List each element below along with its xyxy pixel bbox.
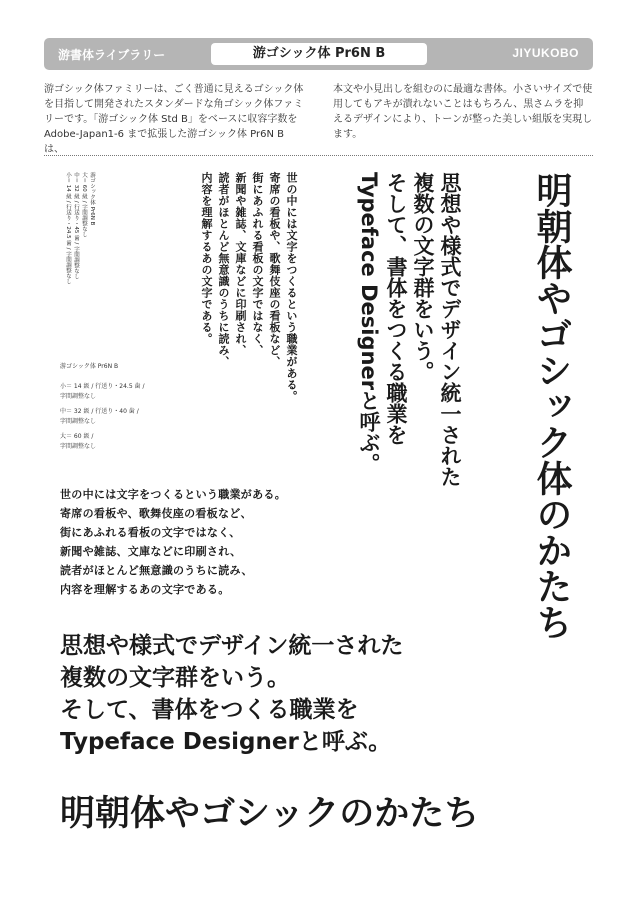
vertical-small-line: 寄席の看板や、歌舞伎座の看板など、 [268,172,281,368]
horizontal-medium-line: 思想や様式でデザイン統一された [60,633,404,659]
horizontal-small-line: 読者がほとんど無意識のうちに読み、 [60,564,253,577]
vertical-large-text: 明朝体やゴシック体のかたち [531,172,572,640]
horizontal-small-line: 寄席の看板や、歌舞伎座の看板など、 [60,507,252,520]
intro-left: 游ゴシック体ファミリーは、ごく普通に見えるゴシック体を目指して開発されたスタンダードな角ゴシック体ファミリーです。「游ゴシック体 Std B」をベースに収容字数を Adobe-Japan1-6 まで拡張した游ゴシック体 Pr6N B は、 [44,84,304,155]
vertical-small-line: 新聞や雑誌、文庫などに印刷され、 [234,172,247,356]
vertical-small-line: 街にあふれる看板の文字ではなく、 [251,172,264,356]
vertical-medium-text [355,172,463,502]
horizontal-spec [60,362,144,452]
vertical-spec [64,172,96,292]
vertical-small-line: 内容を理解するあの文字である。 [200,172,213,345]
font-title: 游ゴシック体 Pr6N B [211,43,427,65]
horizontal-medium-line: そして、書体をつくる職業を [60,697,359,723]
dotted-divider [44,155,593,156]
horizontal-small-text [60,485,360,599]
vertical-spec-line: 游ゴシック体 Pr6N B [89,172,95,226]
horizontal-medium-line: 複数の文字群をいう。 [60,665,290,691]
horizontal-spec-line: 大＝ 60 級 / [60,433,94,440]
vertical-small-text [198,172,300,402]
vertical-small-line: 読者がほとんど無意識のうちに読み、 [217,172,230,368]
vertical-spec-line: 中＝ 32 級 / 行送り・45 歯 / 字間調整なし [73,172,79,279]
horizontal-small-line: 内容を理解するあの文字である。 [60,583,230,596]
horizontal-medium-text [60,630,540,758]
horizontal-spec-line: 中＝ 32 級 / 行送り・40 歯 / [60,408,139,415]
vertical-small-line: 世の中には文字をつくるという職業がある。 [285,172,298,402]
vertical-medium-line: 思想や様式でデザイン統一された [438,172,462,487]
vertical-spec-line: 小＝ 14 級 / 行送り・24.5 歯 / 字間調整なし [65,172,71,285]
brand-label: JIYUKOBO [512,46,579,60]
horizontal-small-line: 世の中には文字をつくるという職業がある。 [60,488,286,501]
horizontal-large-text: 明朝体やゴシックのかたち [60,794,480,834]
vertical-spec-line: 大＝ 60 級 / 字間調整なし [81,172,87,238]
vertical-medium-line: そして、書体をつくる職業を [384,172,408,445]
horizontal-spec-line: 字間調整なし [60,443,97,450]
vertical-medium-line: 複数の文字群をいう。 [411,172,435,382]
header-bar [44,38,593,70]
horizontal-spec-line: 字間調整なし [60,393,97,400]
horizontal-small-line: 街にあふれる看板の文字ではなく、 [60,526,241,539]
intro-right: 本文や小見出しを組むのに最適な書体。小さいサイズで使用してもアキが潰れないことはもちろん、黒さムラを抑えるデザインにより、トーンが整った美しい組版を実現します。 [333,84,593,140]
horizontal-spec-line: 小＝ 14 級 / 行送り・24.5 歯 / [60,383,145,390]
horizontal-small-line: 新聞や雑誌、文庫などに印刷され、 [60,545,242,558]
vertical-medium-line: Typeface Designerと呼ぶ。 [357,172,381,475]
horizontal-medium-line: Typeface Designerと呼ぶ。 [60,729,392,755]
horizontal-spec-line: 游ゴシック体 Pr6N B [60,363,119,370]
library-label: 游書体ライブラリー [58,48,166,62]
horizontal-spec-line: 字間調整なし [60,418,97,425]
